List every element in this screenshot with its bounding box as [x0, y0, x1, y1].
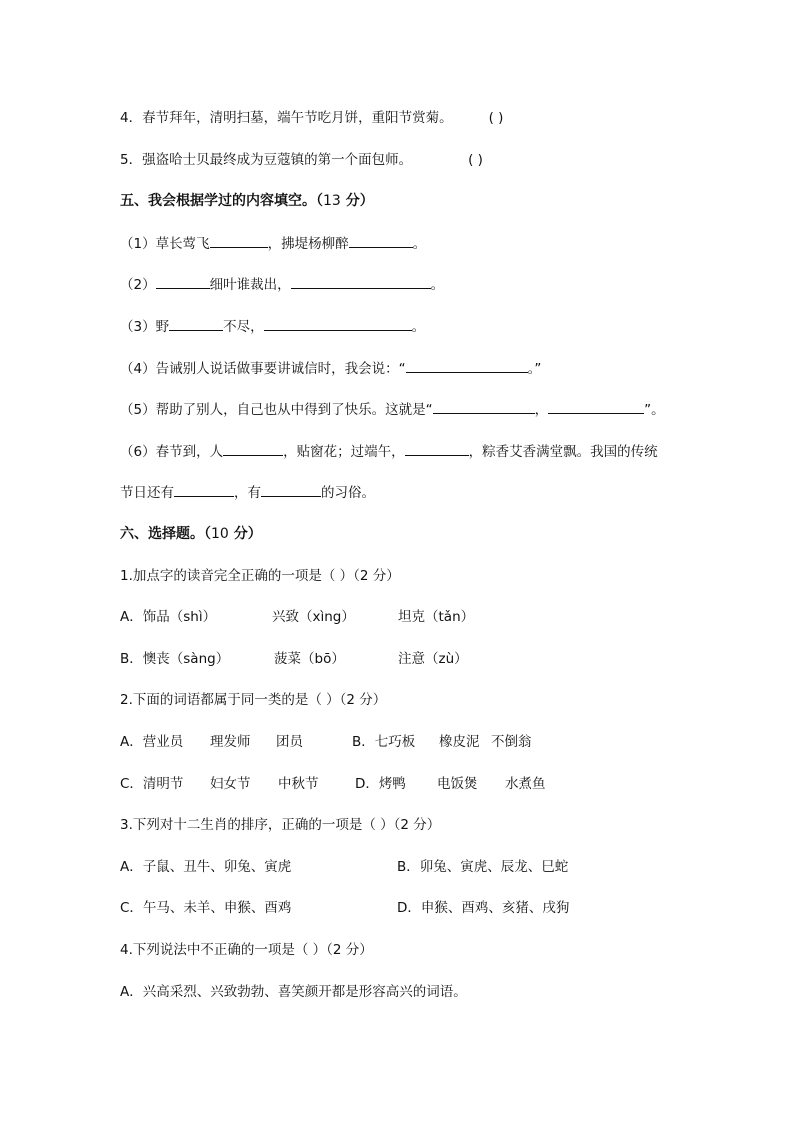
question-2-options-cd: C．清明节 妇女节 中秋节 D．烤鸭 电饭煲 水煮鱼: [120, 776, 546, 792]
question-3-options-ab: [120, 857, 568, 877]
question-2-stem: 2.下面的词语都属于同一类的是（ ）（2 分）: [120, 692, 387, 708]
fill-item-6: （6）春节到，人 ，贴窗花；过端午， ，粽香艾香满堂飘。我国的传统: [120, 441, 658, 462]
section5-score: 13: [323, 193, 341, 209]
fill-blank[interactable]: [156, 274, 210, 289]
fill-item-4: （4）告诫别人说话做事要讲诚信时，我会说：“ 。”: [120, 358, 541, 379]
option-word: 注意（zù）: [398, 651, 468, 667]
option-a[interactable]: A．子鼠、丑牛、卯兔、寅虎: [120, 859, 292, 875]
tf-item-4: [120, 108, 503, 128]
tf-text: 5．强盗哈士贝最终成为豆蔻镇的第一个面包师。: [120, 152, 413, 168]
question-3-options-cd: [120, 898, 569, 918]
fill-blank[interactable]: [223, 441, 283, 456]
answer-paren[interactable]: ( ): [468, 152, 483, 168]
question-1-stem: 1.加点字的读音完全正确的一项是（ ）（2 分）: [120, 568, 400, 584]
question-4-stem: 4.下列说法中不正确的一项是（ ）（2 分）: [120, 942, 373, 958]
fill-item-6-cont: 节日还有 ，有 的习俗。: [120, 482, 375, 503]
question-3-stem: 3.下列对十二生肖的排序，正确的一项是（ ）（2 分）: [120, 817, 441, 833]
question-2-options-ab: A．营业员 理发师 团员 B．七巧板 橡皮泥 不倒翁: [120, 734, 532, 750]
fill-blank[interactable]: [169, 316, 223, 331]
tf-text: 4．春节拜年，清明扫墓，端午节吃月饼，重阳节赏菊。: [120, 110, 453, 126]
question-1-options-ab: [120, 607, 474, 627]
fill-item-5: （5）帮助了别人，自己也从中得到了快乐。这就是“ ， ”。: [120, 399, 665, 420]
option-c[interactable]: C．清明节: [120, 776, 184, 792]
section5-heading: 五、我会根据学过的内容填空。（13 分）: [120, 193, 374, 209]
fill-blank[interactable]: [406, 358, 528, 373]
answer-paren[interactable]: ( ): [488, 110, 504, 126]
option-d[interactable]: D．烤鸭: [355, 776, 406, 792]
option-a[interactable]: A．营业员: [120, 734, 184, 750]
tf-item-5: [120, 150, 483, 170]
fill-blank[interactable]: [349, 233, 413, 248]
option-word: 菠菜（bō）: [274, 651, 345, 667]
section6-heading: 六、选择题。（10 分）: [120, 526, 262, 542]
fill-item-3: （3）野 不尽， 。: [120, 316, 425, 337]
question-1-options-b: [120, 649, 468, 669]
option-b[interactable]: B．七巧板: [352, 734, 416, 750]
option-a[interactable]: A．兴高采烈、兴致勃勃、喜笑颜开都是形容高兴的词语。: [120, 984, 467, 1000]
fill-blank[interactable]: [433, 399, 535, 414]
option-word: 坦克（tǎn）: [398, 609, 475, 625]
fill-blank[interactable]: [405, 441, 469, 456]
fill-blank[interactable]: [210, 233, 268, 248]
option-a[interactable]: A．饰品（shì）: [120, 609, 217, 625]
fill-item-1: （1）草长莺飞 ，拂堤杨柳醉 。: [120, 233, 426, 254]
option-b[interactable]: B．卯兔、寅虎、辰龙、巳蛇: [397, 859, 569, 875]
fill-blank[interactable]: [548, 399, 644, 414]
option-word: 兴致（xìng）: [272, 609, 355, 625]
option-c[interactable]: C．午马、未羊、申猴、酉鸡: [120, 900, 292, 916]
fill-blank[interactable]: [264, 316, 412, 331]
section6-score: 10: [211, 526, 229, 542]
fill-blank[interactable]: [174, 482, 234, 497]
option-d[interactable]: D．申猴、酉鸡、亥猪、戌狗: [397, 900, 570, 916]
fill-blank[interactable]: [291, 274, 431, 289]
option-b[interactable]: B．懊丧（sàng）: [120, 651, 230, 667]
fill-blank[interactable]: [261, 482, 321, 497]
fill-item-2: （2） 细叶谁裁出， 。: [120, 274, 444, 295]
